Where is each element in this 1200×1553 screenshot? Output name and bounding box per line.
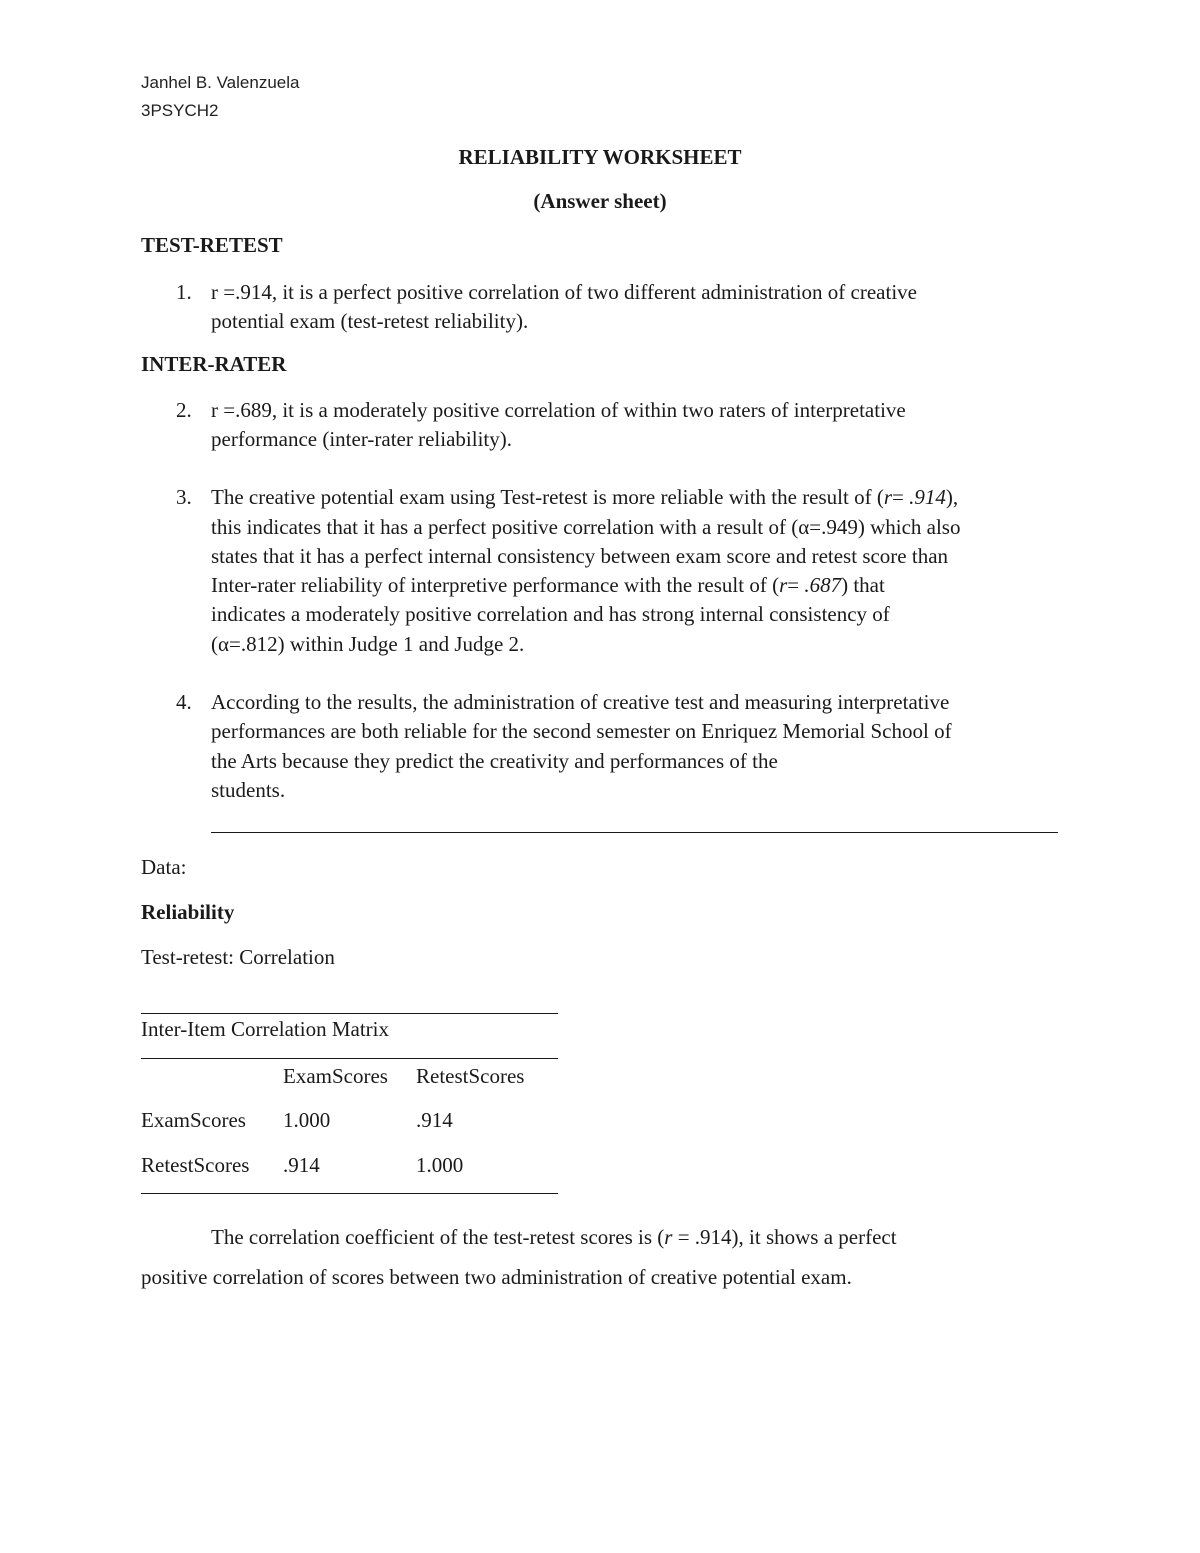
data-label: Data:	[141, 855, 187, 879]
table-top-rule	[141, 1013, 558, 1014]
item-1-line-2: potential exam (test-retest reliability).	[211, 309, 529, 333]
conclusion-line-2: positive correlation of scores between two administration of creative potential exam.	[141, 1265, 852, 1289]
row-label: RetestScores	[141, 1153, 250, 1177]
item-number: 1.	[176, 280, 192, 304]
table-cell: 1.000	[283, 1108, 331, 1132]
item-number: 4.	[176, 690, 192, 714]
item-1-line-1: r =.914, it is a perfect positive correlation of two different administration of creative	[211, 280, 917, 304]
table-cell: 1.000	[416, 1153, 464, 1177]
item-3-line-1: The creative potential exam using Test-retest is more reliable with the result of (r= .914),	[211, 485, 959, 509]
item-3-line-6: (α=.812) within Judge 1 and Judge 2.	[211, 632, 525, 656]
item-number: 2.	[176, 398, 192, 422]
item-number: 3.	[176, 485, 192, 509]
item-3-line-3: states that it has a perfect internal consistency between exam score and retest score than	[211, 544, 949, 568]
item-4-line-3: the Arts because they predict the creativity and performances of the	[211, 749, 778, 773]
table-header-rule	[141, 1058, 558, 1059]
student-name: Janhel B. Valenzuela	[141, 73, 300, 92]
page-title: RELIABILITY WORKSHEET	[458, 145, 742, 169]
table-bottom-rule	[141, 1193, 558, 1194]
item-3-line-4: Inter-rater reliability of interpretive performance with the result of (r= .687) that	[211, 573, 885, 597]
student-section: 3PSYCH2	[141, 101, 219, 120]
column-header: RetestScores	[416, 1064, 525, 1088]
inter-rater-heading: INTER-RATER	[141, 352, 287, 376]
table-caption: Inter-Item Correlation Matrix	[141, 1017, 389, 1041]
conclusion-line-1: The correlation coefficient of the test-retest scores is (r = .914), it shows a perfect	[211, 1225, 897, 1249]
item-3-line-2: this indicates that it has a perfect positive correlation with a result of (α=.949) which also	[211, 515, 961, 539]
divider-line	[211, 832, 1058, 833]
reliability-heading: Reliability	[141, 900, 235, 924]
table-cell: .914	[283, 1153, 320, 1177]
item-4-line-2: performances are both reliable for the second semester on Enriquez Memorial School of	[211, 719, 952, 743]
item-4-line-4: students.	[211, 778, 286, 802]
item-4-line-1: According to the results, the administration of creative test and measuring interpretative	[211, 690, 950, 714]
item-2-line-1: r =.689, it is a moderately positive correlation of within two raters of interpretative	[211, 398, 906, 422]
row-label: ExamScores	[141, 1108, 246, 1132]
table-cell: .914	[416, 1108, 453, 1132]
page-subtitle: (Answer sheet)	[533, 189, 667, 213]
column-header: ExamScores	[283, 1064, 388, 1088]
test-retest-heading: TEST-RETEST	[141, 233, 283, 257]
test-retest-correlation-label: Test-retest: Correlation	[141, 945, 335, 969]
item-3-line-5: indicates a moderately positive correlation and has strong internal consistency of	[211, 602, 890, 626]
item-2-line-2: performance (inter-rater reliability).	[211, 427, 512, 451]
